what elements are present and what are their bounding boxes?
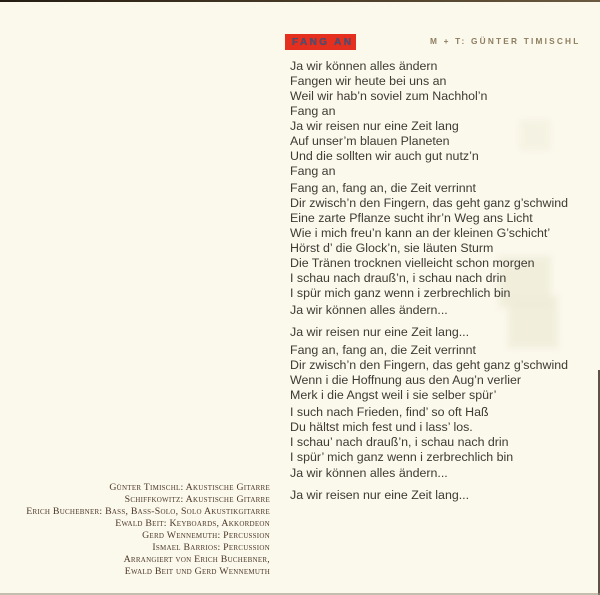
lyric-line: Hörst d’ die Glock’n, sie läuten Sturm xyxy=(290,241,494,255)
lyric-stanza-1 xyxy=(290,59,487,119)
lyric-stanza-4 xyxy=(290,241,535,301)
page-showthrough-ghost xyxy=(520,120,550,150)
lyric-line: I schau nach drauß’n, i schau nach drin xyxy=(290,271,507,285)
credit-line: Schiffkowitz: Akustische Gitarre xyxy=(124,494,270,505)
credit-line: Ewald Beit: Keyboards, Akkordeon xyxy=(115,518,270,529)
writer-credit: M + T: GÜNTER TIMISCHL xyxy=(430,36,581,46)
lyric-line: Ja wir können alles ändern... xyxy=(290,466,448,480)
lyric-line: Fang an xyxy=(290,164,336,178)
credit-line: Arrangiert von Erich Buchebner, xyxy=(123,554,270,565)
lyric-line: Ja wir können alles ändern xyxy=(290,59,438,73)
lyric-line: Dir zwisch’n den Fingern, das geht ganz g’schwind xyxy=(290,196,569,210)
lyric-stanza-2 xyxy=(290,119,479,179)
lyric-line: I spür mich ganz wenn i zerbrechlich bin xyxy=(290,286,511,300)
lyric-line: Dir zwisch’n den Fingern, das geht ganz g’schwind xyxy=(290,358,569,372)
credit-line: Günter Timischl: Akustische Gitarre xyxy=(109,482,270,493)
lyric-line: I schau’ nach drauß’n, i schau nach drin xyxy=(290,435,509,449)
credit-line: Gerd Wennemuth: Percussion xyxy=(142,530,270,541)
song-title-box xyxy=(285,34,356,50)
lyric-line: Eine zarte Pflanze sucht ihr’n Weg ans Licht xyxy=(290,211,533,225)
lyric-refrain-4 xyxy=(290,488,469,503)
scan-edge-top xyxy=(0,0,600,2)
lyric-line: Merk i die Angst weil i sie selber spür’ xyxy=(290,388,497,402)
credit-line: Ismael Barrios: Percussion xyxy=(152,542,270,553)
lyric-line: Wenn i die Hoffnung aus den Aug’n verlier xyxy=(290,373,521,387)
lyric-refrain-3 xyxy=(290,466,448,481)
credit-line: Erich Buchebner: Bass, Bass-Solo, Solo Akustikgitarre xyxy=(26,506,270,517)
lyric-line: Weil wir hab’n soviel zum Nachhol’n xyxy=(290,89,488,103)
lyric-line: Ja wir können alles ändern... xyxy=(290,303,448,317)
lyric-stanza-3 xyxy=(290,181,568,241)
lyric-line: I spür’ mich ganz wenn i zerbrechlich bin xyxy=(290,450,514,464)
lyric-line: Ja wir reisen nur eine Zeit lang... xyxy=(290,488,470,502)
lyric-refrain-2 xyxy=(290,325,469,340)
song-title: FANG AN xyxy=(292,36,354,48)
lyric-line: Fang an xyxy=(290,104,336,118)
lyric-refrain-1 xyxy=(290,303,448,318)
page-showthrough-ghost xyxy=(508,296,558,348)
lyric-line: Du hältst mich fest und i lass’ los. xyxy=(290,420,473,434)
musician-credits xyxy=(0,482,270,578)
lyric-stanza-5 xyxy=(290,343,568,403)
lyric-line: I such nach Frieden, find’ so oft Haß xyxy=(290,405,489,419)
lyric-line: Fangen wir heute bei uns an xyxy=(290,74,447,88)
lyric-line: Und die sollten wir auch gut nutz’n xyxy=(290,149,479,163)
lyric-line: Ja wir reisen nur eine Zeit lang... xyxy=(290,325,470,339)
lyric-line: Fang an, fang an, die Zeit verrinnt xyxy=(290,181,476,195)
lyric-line: Auf unser’m blauen Planeten xyxy=(290,134,450,148)
credit-line: Ewald Beit und Gerd Wennemuth xyxy=(124,566,270,577)
lyric-stanza-6 xyxy=(290,405,513,465)
lyric-line: Ja wir reisen nur eine Zeit lang xyxy=(290,119,459,133)
lyric-line: Die Tränen trocknen vielleicht schon morgen xyxy=(290,256,535,270)
lyric-line: Fang an, fang an, die Zeit verrinnt xyxy=(290,343,476,357)
lyric-line: Wie i mich freu’n kann an der kleinen G’schicht’ xyxy=(290,226,551,240)
